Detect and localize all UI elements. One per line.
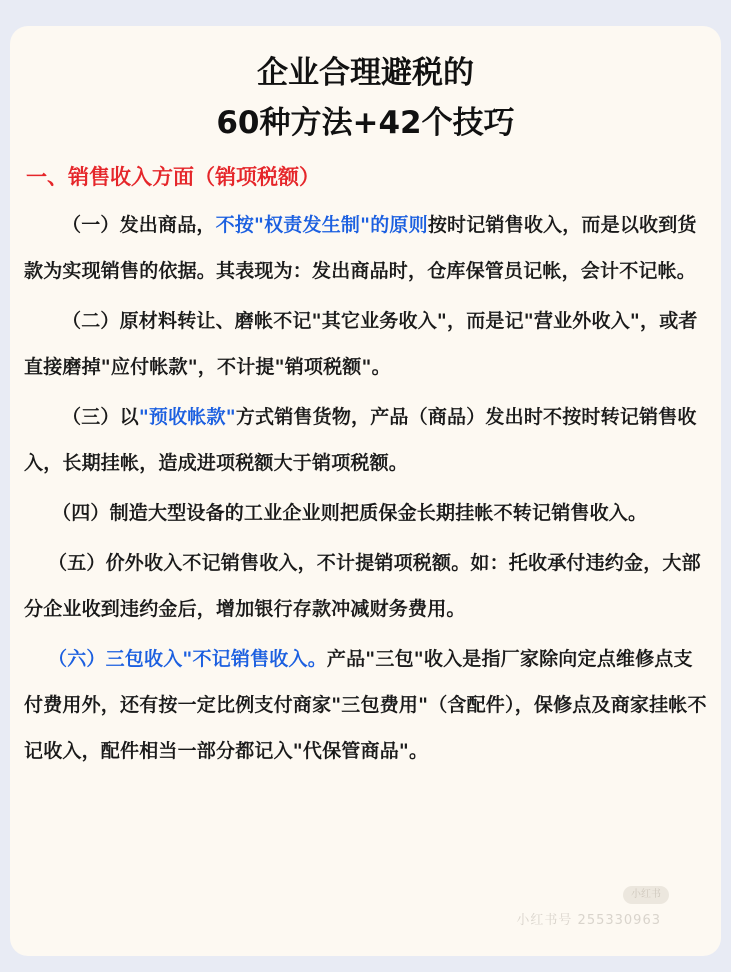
page-title-line-1: 企业合理避税的 <box>257 55 474 91</box>
paragraph-6-highlight: （六）三包收入"不记销售收入。 <box>48 648 327 670</box>
paragraph-6-text: 产品"三包"收入是指厂家除向定点维修点支付费用外，还有按一定比例支付商家"三包费用"（含配件），保修点及商家挂帐不记收入，配件相当一部分都记入"代保管商品"。 <box>24 648 707 762</box>
paragraph-6 <box>24 636 707 774</box>
paragraph-1-text-a: （一）发出商品， <box>62 214 216 236</box>
page-title-line-2: 60种方法+42个技巧 <box>216 105 515 141</box>
paragraph-2-text: （二）原材料转让、磨帐不记"其它业务收入"，而是记"营业外收入"，或者直接磨掉"应付帐款"，不计提"销项税额"。 <box>24 310 698 378</box>
paragraph-3 <box>24 394 707 486</box>
article-card <box>10 26 721 956</box>
paragraph-5-text: （五）价外收入不记销售收入，不计提销项税额。如：托收承付违约金，大部分企业收到违约金后，增加银行存款冲减财务费用。 <box>24 552 701 620</box>
watermark-badge: 小红书 <box>623 886 669 904</box>
watermark-text: 小红书号 255330963 <box>516 913 661 928</box>
section-heading: 一、销售收入方面（销项税额） <box>26 165 320 189</box>
paragraph-3-highlight: "预收帐款" <box>138 406 236 428</box>
paragraph-4-text: （四）制造大型设备的工业企业则把质保金长期挂帐不转记销售收入。 <box>52 502 648 524</box>
paragraph-2 <box>24 298 707 390</box>
paragraph-1-highlight: 不按"权责发生制"的原则 <box>215 214 428 236</box>
paragraph-3-text-a: （三）以 <box>62 406 139 428</box>
paragraph-4 <box>24 490 707 536</box>
paragraph-1 <box>24 202 707 294</box>
paragraph-3-text-c: 方式销售货物，产品（商品）发出时不按时转记销售收入，长期挂帐，造成进项税额大于销项税额。 <box>24 406 697 474</box>
paragraph-1-text-c: 按时记销售收入，而是以收到货款为实现销售的依据。其表现为：发出商品时，仓库保管员记帐，会计不记帐。 <box>24 214 697 282</box>
paragraph-5 <box>24 540 707 632</box>
